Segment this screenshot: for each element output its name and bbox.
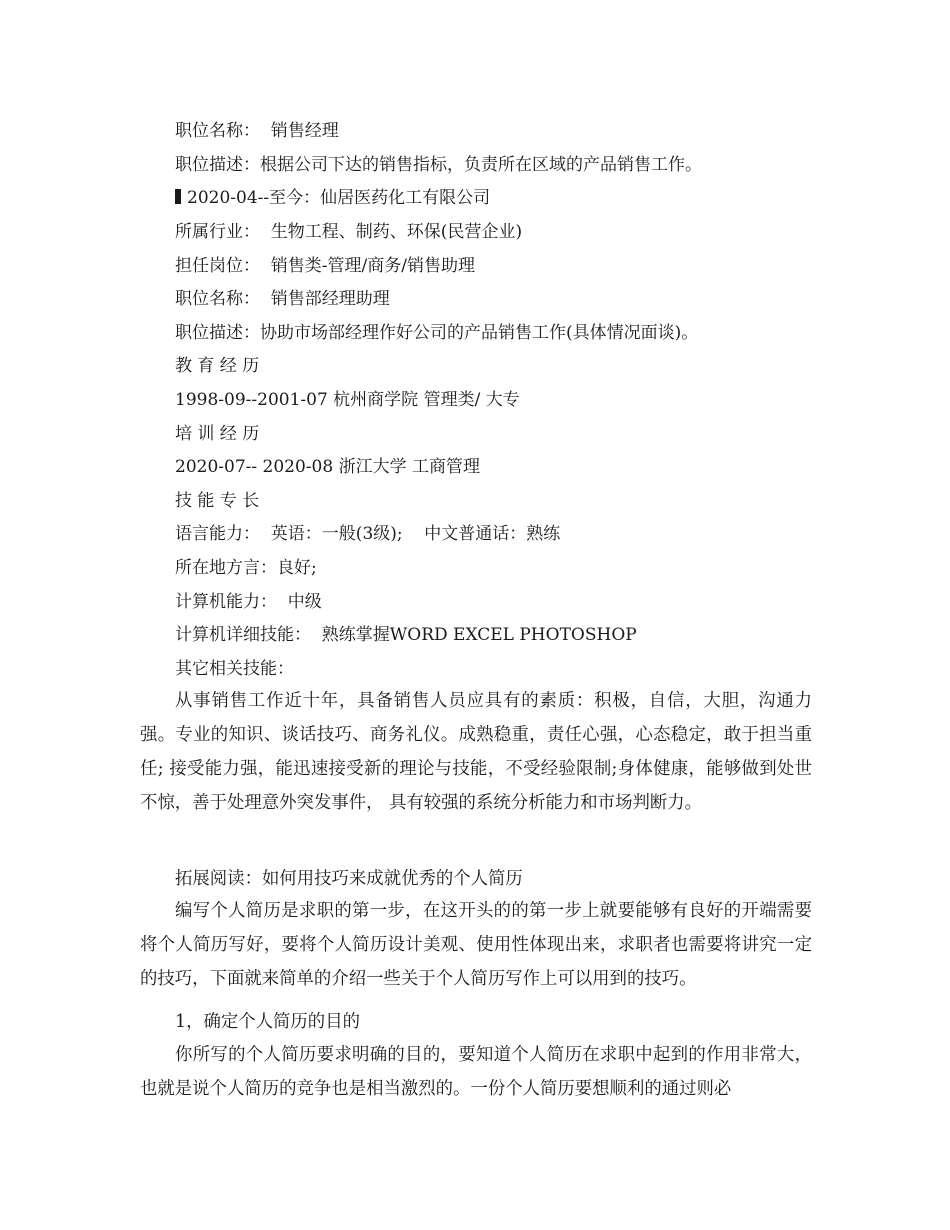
education-entry: 1998-09--2001-07 杭州商学院 管理类/ 大专 <box>175 390 520 410</box>
training-heading: 培 训 经 历 <box>175 424 260 444</box>
industry-line: 所属行业： 生物工程、制药、环保(民营企业) <box>175 222 523 242</box>
point-1-paragraph: 你所写的个人简历要求明确的目的，要知道个人简历在求职中起到的作用非常大，也就是说个人简历的竞争也是相当激烈的。一份个人简历要想顺利的通过则必 <box>140 1045 812 1099</box>
point-1-title: 1，确定个人简历的目的 <box>175 1012 360 1032</box>
job-description-line-1: 职位描述：根据公司下达的销售指标，负责所在区域的产品销售工作。 <box>175 155 702 175</box>
intro-paragraph: 编写个人简历是求职的第一步，在这开头的的第一步上就要能够有良好的开端需要将个人简历写好，要将个人简历设计美观、使用性体现出来，求职者也需要将讲究一定的技巧，下面就来简单的介绍一些关于个人简历写作上可以用到的技巧。 <box>140 901 812 989</box>
extended-reading-title: 拓展阅读：如何用技巧来成就优秀的个人简历 <box>175 869 523 889</box>
language-ability-line: 语言能力： 英语：一般(3级); 中文普通话：熟练 <box>175 524 561 544</box>
dialect-line: 所在地方言：良好; <box>175 558 317 578</box>
computer-ability-line: 计算机能力： 中级 <box>175 592 322 612</box>
job-description-line-2: 职位描述：协助市场部经理作好公司的产品销售工作(具体情况面谈)。 <box>175 323 699 343</box>
computer-skills-line: 计算机详细技能： 熟练掌握WORD EXCEL PHOTOSHOP <box>175 625 637 645</box>
position-line: 担任岗位： 销售类-管理/商务/销售助理 <box>175 256 476 276</box>
education-heading: 教 育 经 历 <box>175 356 260 376</box>
training-entry: 2020-07-- 2020-08 浙江大学 工商管理 <box>175 457 480 477</box>
job-title-line-1: 职位名称： 销售经理 <box>175 121 339 141</box>
employment-period-line <box>175 188 490 208</box>
skills-paragraph: 从事销售工作近十年，具备销售人员应具有的素质：积极，自信，大胆，沟通力强。专业的知识、谈话技巧、商务礼仪。成熟稳重，责任心强，心态稳定，敢于担当重任; 接受能力强，能迅速接受新的理论与技能，不受经验限制;身体健康，能够做到处世不惊，善于处理意外突发事件， 具有较强的系统分析能力和市场判断力。 <box>140 691 812 813</box>
job-title-line-2: 职位名称： 销售部经理助理 <box>175 289 390 309</box>
employment-period-text: 2020-04--至今：仙居医药化工有限公司 <box>187 188 491 208</box>
skills-heading: 技 能 专 长 <box>175 491 260 511</box>
bullet-marker-icon <box>175 189 181 204</box>
other-skills-label: 其它相关技能： <box>175 659 294 679</box>
